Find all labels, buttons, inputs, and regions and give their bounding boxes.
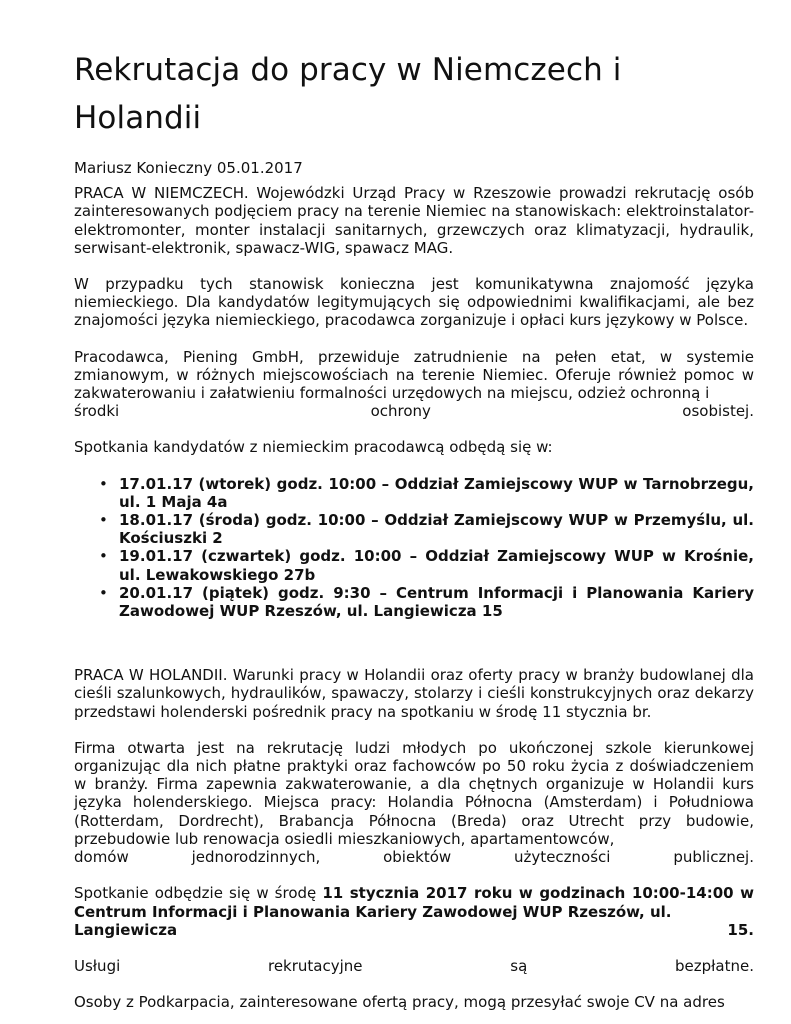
paragraph-employer [74,348,754,421]
bullet-icon: • [99,547,108,566]
paragraph-employer-last-line: środki ochrony osobistej. [74,402,754,421]
byline: Mariusz Konieczny 05.01.2017 [74,159,303,177]
paragraph-company-offer [74,739,754,866]
paragraph-cv-submission: Osoby z Podkarpacia, zainteresowane ofertą pracy, mogą przesyłać swoje CV na adres [74,993,725,1012]
section-spacer [74,620,754,666]
meeting-text: 18.01.17 (środa) godz. 10:00 – Oddział Zamiejscowy WUP w Przemyślu, ul. Kościuszki 2 [119,511,754,548]
bullet-icon: • [99,511,108,530]
paragraph-employer-main: Pracodawca, Piening GmbH, przewiduje zatrudnienie na pełen etat, w systemie zmianowym, w różnych miejscowościach na terenie Niemiec. Oferuje również pomoc w zakwaterowaniu i załatwieniu formalności urzędowych na miejscu, odzież ochronną i [74,347,754,403]
paragraph-meeting-details-last-line [74,921,754,939]
meeting-text: 17.01.17 (wtorek) godz. 10:00 – Oddział Zamiejscowy WUP w Tarnobrzegu, ul. 1 Maja 4a [119,474,754,511]
meeting-details-bold: 11 stycznia 2017 roku w godzinach 10:00-14:00 w Centrum Informacji i Planowania Kariery Zawodowej WUP Rzeszów, ul. [74,884,754,921]
paragraph-germany-intro: PRACA W NIEMCZECH. Wojewódzki Urząd Pracy w Rzeszowie prowadzi rekrutację osób zainteresowanych podjęciem pracy na terenie Niemiec na stanowiskach: elektroinstalator-elektromonter, monter instalacji sanitarnych, grzewczych oraz klimatyzacji, hydraulik, serwisant-elektronik, spawacz-WIG, spawacz MAG. [74,184,754,257]
list-item [99,547,754,584]
paragraph-free-services: Usługi rekrutacyjne są bezpłatne. [74,956,754,975]
paragraph-company-offer-last-line: domów jednorodzinnych, obiektów użyteczności publicznej. [74,848,754,867]
paragraph-meeting-details [74,884,754,939]
meeting-text: 19.01.17 (czwartek) godz. 10:00 – Oddział Zamiejscowy WUP w Krośnie, ul. Lewakowskiego 27b [119,547,754,584]
meeting-text: 20.01.17 (piątek) godz. 9:30 – Centrum Informacji i Planowania Kariery Zawodowej WUP Rzeszów, ul. Langiewicza 15 [119,583,754,621]
paragraph-netherlands-intro: PRACA W HOLANDII. Warunki pracy w Holandii oraz oferty pracy w branży budowlanej dla cieśli szalunkowych, hydraulików, spawaczy, stolarzy i cieśli konstrukcyjnych oraz dekarzy przedstawi holenderski pośrednik pracy na spotkaniu w środę 11 stycznia br. [74,666,754,721]
meeting-details-bold-last: Langiewicza 15. [74,920,754,939]
list-item [99,511,754,548]
bullet-icon: • [99,474,108,493]
paragraph-language-requirement: W przypadku tych stanowisk konieczna jest komunikatywna znajomość języka niemieckiego. Dla kandydatów legitymujących się odpowiednimi kwalifikacjami, ale bez znajomości języka niemieckiego, pracodawca zorganizuje i opłaci kurs językowy w Polsce. [74,275,754,330]
paragraph-meetings-intro: Spotkania kandydatów z niemieckim pracodawcą odbędą się w: [74,438,553,457]
article-title: Rekrutacja do pracy w Niemczech i Holandii [74,52,622,136]
meeting-details-intro: Spotkanie odbędzie się w środę [74,884,323,903]
paragraph-meeting-details-main [74,884,754,920]
meetings-list [74,475,754,621]
bullet-icon: • [99,583,108,602]
paragraph-company-offer-main: Firma otwarta jest na rekrutację ludzi młodych po ukończonej szkole kierunkowej organizując dla nich płatne praktyki oraz fachowców po 50 roku życia z doświadczeniem w branży. Firma zapewnia zakwaterowanie, a dla chętnych organizuje w Holandii kurs języka holenderskiego. Miejsca pracy: Holandia Północna (Amsterdam) i Południowa (Rotterdam, Dordrecht), Brabancja Północna (Breda) oraz Utrecht przy budowie, przebudowie lub renowacja osiedli mieszkaniowych, apartamentowców, [74,738,754,848]
list-item [99,474,754,511]
list-item [99,583,754,621]
